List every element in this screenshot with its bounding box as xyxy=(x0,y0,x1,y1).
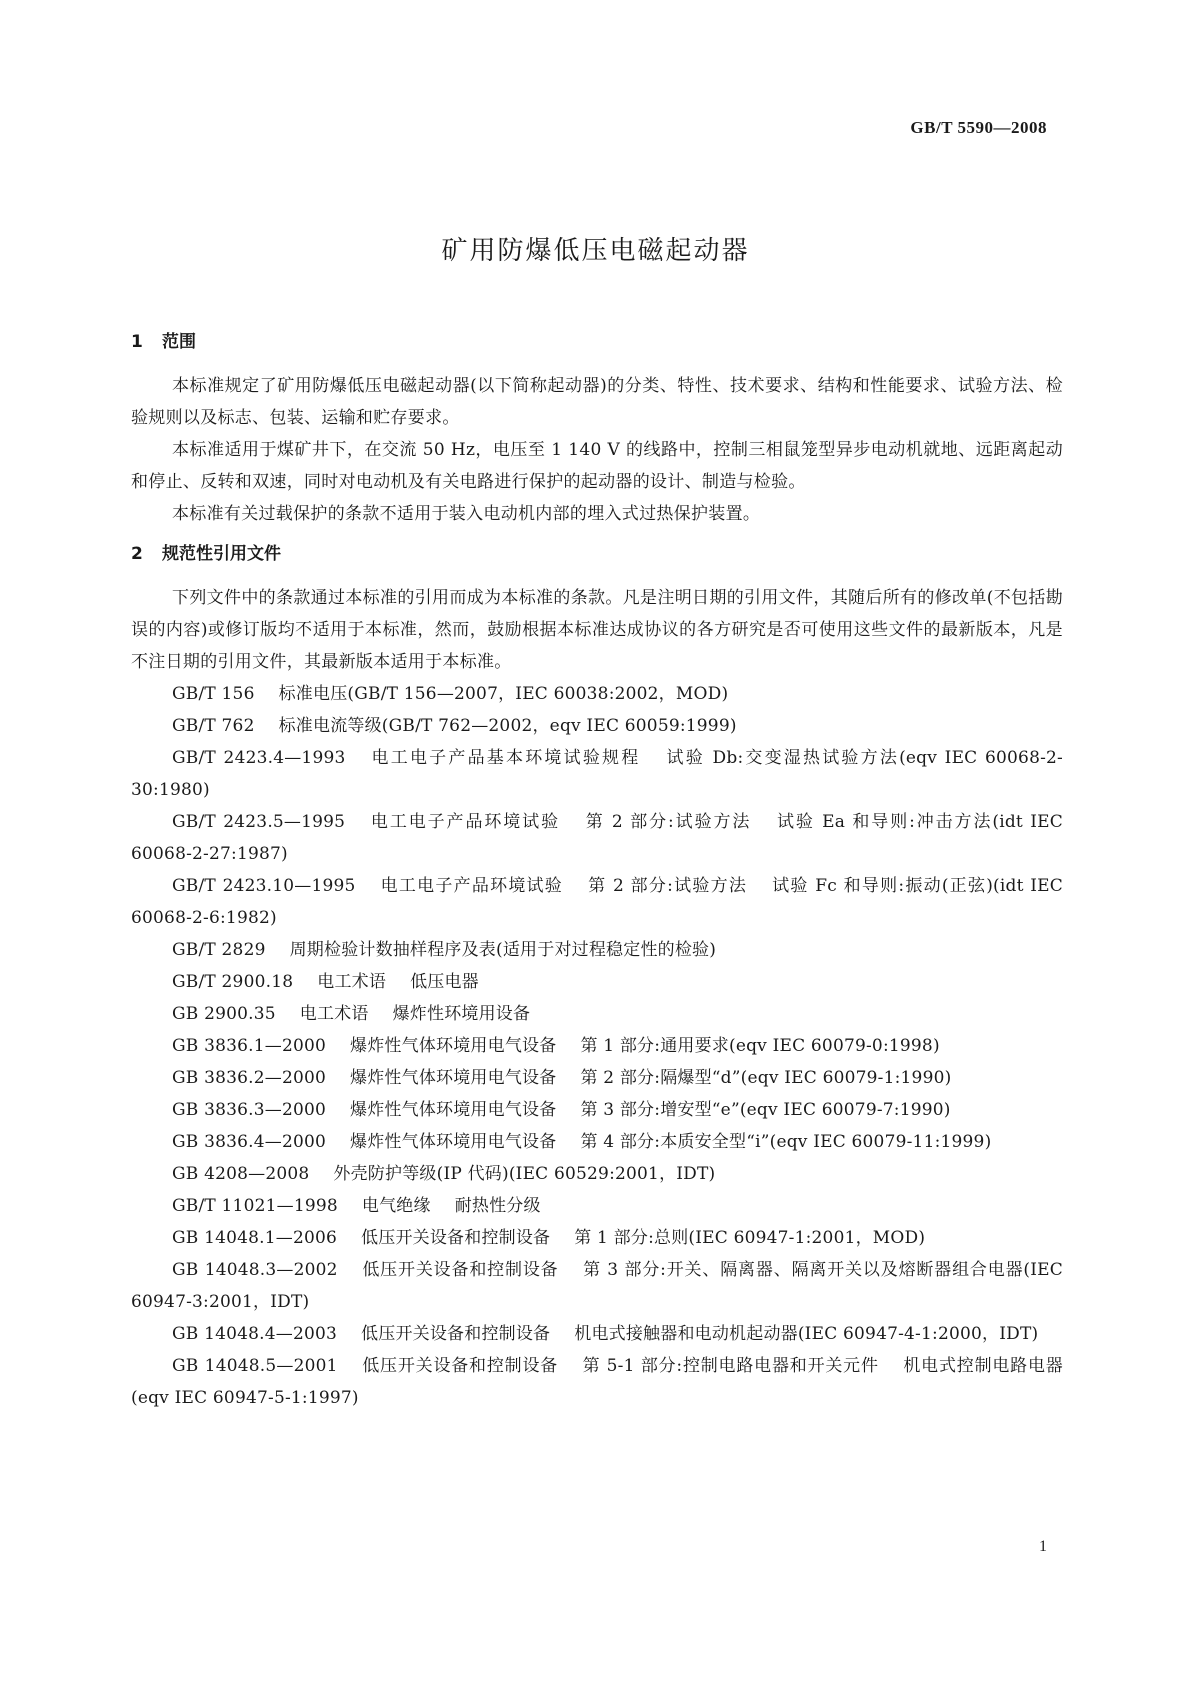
standard-code: GB/T 5590—2008 xyxy=(910,118,1047,137)
reference-part: 第 5-1 部分:控制电路电器和开关元件 xyxy=(582,1356,879,1376)
reference-item xyxy=(131,806,1063,870)
reference-code: GB/T 2900.18 xyxy=(172,972,294,992)
reference-item xyxy=(131,966,1063,998)
reference-title: 电工电子产品环境试验 xyxy=(379,876,564,896)
reference-part: 第 2 部分:试验方法 xyxy=(583,812,752,832)
reference-item xyxy=(131,1126,1063,1158)
reference-title: 爆炸性气体环境用电气设备 xyxy=(350,1132,557,1152)
reference-list xyxy=(131,678,1063,1414)
reference-code: GB 3836.3—2000 xyxy=(172,1100,327,1120)
reference-title: 爆炸性气体环境用电气设备 xyxy=(350,1036,557,1056)
reference-title: 电工术语 xyxy=(317,972,387,992)
reference-part: 低压电器 xyxy=(410,972,479,992)
reference-code: GB/T 11021—1998 xyxy=(172,1196,338,1216)
reference-code: GB 3836.1—2000 xyxy=(172,1036,327,1056)
reference-item xyxy=(131,678,1063,710)
reference-part: 第 1 部分:总则(IEC 60947-1:2001，MOD) xyxy=(574,1228,926,1248)
reference-code: GB 14048.5—2001 xyxy=(172,1356,338,1376)
section-title: 规范性引用文件 xyxy=(162,544,281,564)
reference-title: 低压开关设备和控制设备 xyxy=(361,1260,559,1280)
reference-title: 标准电压(GB/T 156—2007，IEC 60038:2002，MOD) xyxy=(278,684,729,704)
normative-refs-intro: 下列文件中的条款通过本标准的引用而成为本标准的条款。凡是注明日期的引用文件，其随后所有的修改单(不包括勘误的内容)或修订版均不适用于本标准，然而，鼓励根据本标准达成协议的各方研究是否可使用这些文件的最新版本，凡是不注日期的引用文件，其最新版本适用于本标准。 xyxy=(131,588,1063,672)
reference-part: 爆炸性环境用设备 xyxy=(392,1004,531,1024)
reference-title: 外壳防护等级(IP 代码)(IEC 60529:2001，IDT) xyxy=(333,1164,716,1184)
reference-title: 低压开关设备和控制设备 xyxy=(361,1324,551,1344)
reference-title: 爆炸性气体环境用电气设备 xyxy=(350,1068,557,1088)
reference-title: 标准电流等级(GB/T 762—2002，eqv IEC 60059:1999) xyxy=(278,716,737,736)
reference-part: 耐热性分级 xyxy=(454,1196,541,1216)
reference-part: 第 1 部分:通用要求(eqv IEC 60079-0:1998) xyxy=(580,1036,940,1056)
reference-item xyxy=(131,1222,1063,1254)
reference-part: 第 4 部分:本质安全型“i”(eqv IEC 60079-11:1999) xyxy=(580,1132,992,1152)
reference-code: GB 3836.4—2000 xyxy=(172,1132,327,1152)
section-number: 2 xyxy=(131,544,143,564)
page-title: 矿用防爆低压电磁起动器 xyxy=(441,236,750,266)
reference-code: GB/T 2423.5—1995 xyxy=(172,812,346,832)
section-heading-scope xyxy=(131,330,1063,354)
scope-paragraph: 本标准规定了矿用防爆低压电磁起动器(以下简称起动器)的分类、特性、技术要求、结构和性能要求、试验方法、检验规则以及标志、包装、运输和贮存要求。 xyxy=(131,376,1063,428)
reference-code: GB 14048.1—2006 xyxy=(172,1228,338,1248)
reference-title: 低压开关设备和控制设备 xyxy=(361,1228,551,1248)
reference-part: 第 3 部分:增安型“e”(eqv IEC 60079-7:1990) xyxy=(580,1100,951,1120)
reference-title: 电工电子产品基本环境试验规程 xyxy=(369,748,641,768)
reference-title: 爆炸性气体环境用电气设备 xyxy=(350,1100,557,1120)
reference-item xyxy=(131,1318,1063,1350)
reference-code: GB/T 2829 xyxy=(172,940,266,960)
reference-code: GB 3836.2—2000 xyxy=(172,1068,327,1088)
scope-paragraph: 本标准有关过载保护的条款不适用于装入电动机内部的埋入式过热保护装置。 xyxy=(172,504,761,524)
reference-item xyxy=(131,934,1063,966)
reference-item xyxy=(131,1158,1063,1190)
reference-code: GB 14048.3—2002 xyxy=(172,1260,338,1280)
reference-title: 电工术语 xyxy=(299,1004,369,1024)
section-title: 范围 xyxy=(162,332,196,352)
reference-subtitle: 试验 Db:交变湿热试验方法(eqv IEC 60068-2-30:1980) xyxy=(131,748,1063,800)
reference-title: 低压开关设备和控制设备 xyxy=(361,1356,559,1376)
reference-item xyxy=(131,710,1063,742)
reference-code: GB/T 2423.4—1993 xyxy=(172,748,346,768)
scope-paragraph: 本标准适用于煤矿井下，在交流 50 Hz，电压至 1 140 V 的线路中，控制三相鼠笼型异步电动机就地、远距离起动和停止、反转和双速，同时对电动机及有关电路进行保护的起动器的设计、制造与检验。 xyxy=(131,440,1063,492)
reference-item xyxy=(131,1254,1063,1318)
reference-item xyxy=(131,1094,1063,1126)
reference-part: 第 2 部分:试验方法 xyxy=(587,876,748,896)
reference-item xyxy=(131,998,1063,1030)
reference-title: 电工电子产品环境试验 xyxy=(369,812,560,832)
reference-part: 第 2 部分:隔爆型“d”(eqv IEC 60079-1:1990) xyxy=(580,1068,952,1088)
reference-item xyxy=(131,742,1063,806)
reference-subtitle: 机电式控制电路电器(eqv IEC 60947-5-1:1997) xyxy=(131,1356,1063,1408)
section-number: 1 xyxy=(131,332,143,352)
reference-item xyxy=(131,1030,1063,1062)
reference-code: GB/T 2423.10—1995 xyxy=(172,876,356,896)
reference-item xyxy=(131,1190,1063,1222)
reference-part: 机电式接触器和电动机起动器(IEC 60947-4-1:2000，IDT) xyxy=(574,1324,1039,1344)
document-body xyxy=(131,330,1063,1414)
reference-code: GB 4208—2008 xyxy=(172,1164,310,1184)
reference-code: GB/T 156 xyxy=(172,684,255,704)
reference-item xyxy=(131,870,1063,934)
section-heading-normative-refs xyxy=(131,542,1063,566)
reference-subtitle: 试验 Ea 和导则:冲击方法(idt IEC 60068-2-27:1987) xyxy=(131,812,1063,864)
reference-subtitle: 试验 Fc 和导则:振动(正弦)(idt IEC 60068-2-6:1982) xyxy=(131,876,1063,928)
reference-code: GB/T 762 xyxy=(172,716,255,736)
reference-code: GB 14048.4—2003 xyxy=(172,1324,338,1344)
reference-title: 周期检验计数抽样程序及表(适用于对过程稳定性的检验) xyxy=(289,940,717,960)
page-number: 1 xyxy=(1039,1538,1047,1555)
reference-part: 第 3 部分:开关、隔离器、隔离开关以及熔断器组合电器(IEC 60947-3:2001，IDT) xyxy=(131,1260,1063,1312)
reference-code: GB 2900.35 xyxy=(172,1004,276,1024)
reference-item xyxy=(131,1350,1063,1414)
reference-item xyxy=(131,1062,1063,1094)
reference-title: 电气绝缘 xyxy=(361,1196,431,1216)
